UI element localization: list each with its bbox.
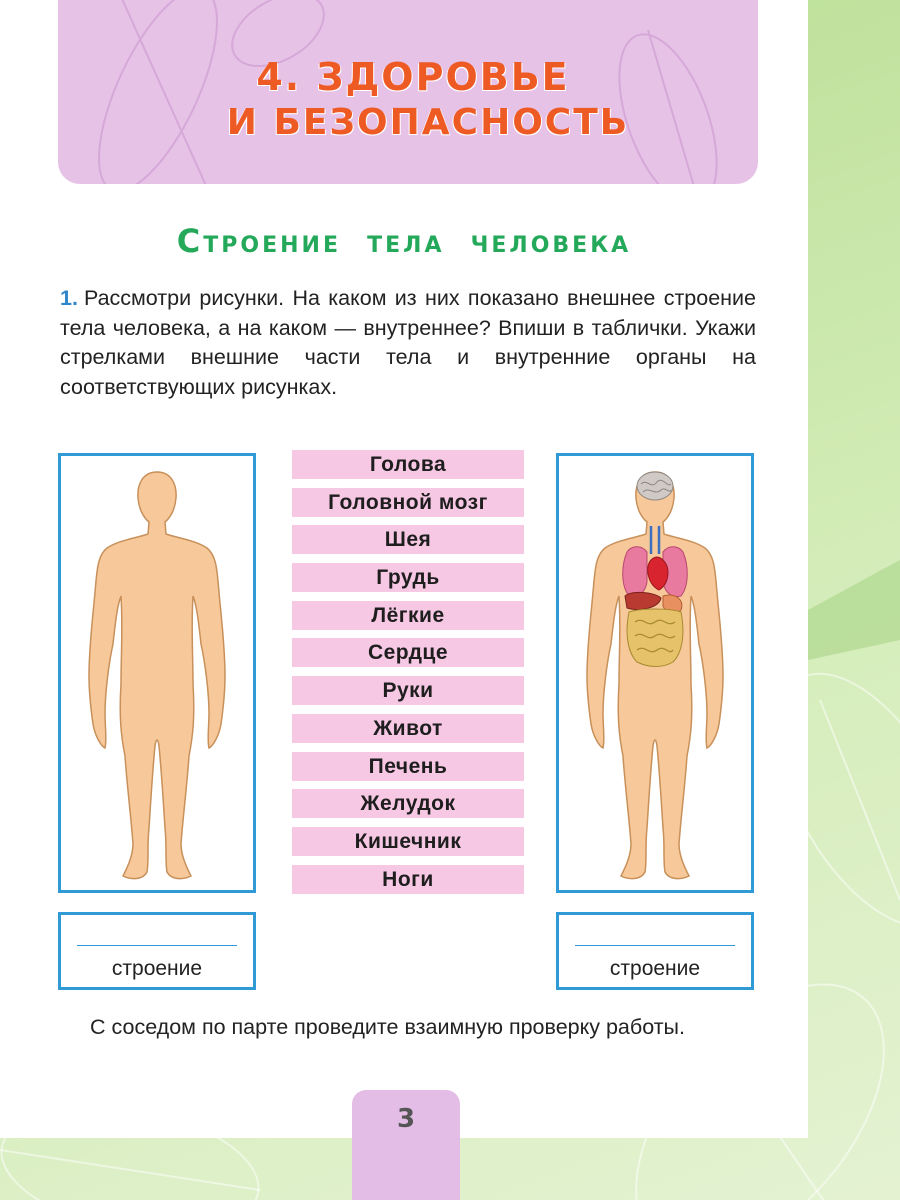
external-body-figure [58,453,256,893]
term-label: Живот [292,714,524,743]
page-number: 3 [396,1104,416,1134]
term-label: Желудок [292,789,524,818]
body-organs-image [559,456,751,890]
term-label: Грудь [292,563,524,592]
term-label: Сердце [292,638,524,667]
term-label: Печень [292,752,524,781]
term-label: Кишечник [292,827,524,856]
task-paragraph [60,284,756,402]
term-label: Головной мозг [292,488,524,517]
brain-icon [637,472,673,500]
term-list [292,450,524,902]
chapter-subtitle: И БЕЗОПАСНОСТЬ [226,102,630,143]
term-label: Ноги [292,865,524,894]
page-number-tab [352,1090,460,1200]
label-caption: строение [111,957,203,980]
internal-structure-label [556,912,754,990]
intestine-icon [627,609,683,667]
section-title: Строение тела человека [176,222,632,260]
external-structure-label [58,912,256,990]
term-label: Шея [292,525,524,554]
answer-line[interactable] [575,945,735,946]
internal-body-figure [556,453,754,893]
chapter-banner [58,0,758,184]
answer-line[interactable] [77,945,237,946]
peer-check-text: С соседом по парте проведите взаимную проверку работы. [90,1015,685,1039]
chapter-number-title: 4. ЗДОРОВЬЕ [256,55,570,99]
term-label: Руки [292,676,524,705]
term-label: Лёгкие [292,601,524,630]
body-silhouette-image [61,456,253,890]
task-text: Рассмотри рисунки. На каком из них показано внешнее строение тела человека, а на каком — внутреннее? Впиши в таблички. Укажи стрелками внешние части тела и внутренние органы на соответствующих рисунках. [60,286,756,399]
task-number: 1. [60,286,78,310]
term-label: Голова [292,450,524,479]
label-caption: строение [609,957,701,980]
chapter-title [58,54,758,146]
